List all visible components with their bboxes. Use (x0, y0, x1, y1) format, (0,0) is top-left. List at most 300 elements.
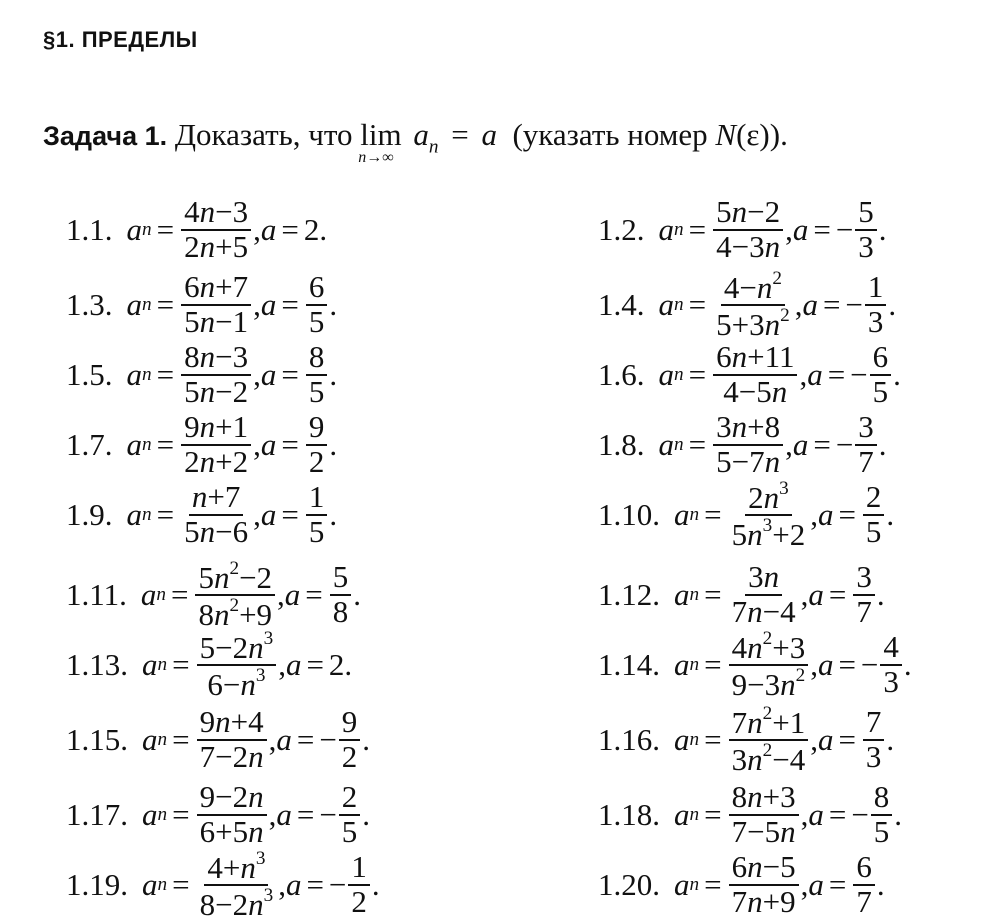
sequence-sub: n (674, 294, 684, 315)
comma: , (253, 212, 261, 247)
limit-fraction (339, 781, 361, 848)
fraction-numerator: $2n^3$ (745, 479, 792, 516)
problem-item (598, 195, 887, 265)
problem-item (66, 557, 362, 632)
sequence-fraction (197, 781, 267, 848)
problem-item (598, 560, 885, 630)
sequence-fraction (713, 341, 797, 408)
sequence-var: a (140, 577, 157, 612)
period: . (894, 797, 903, 832)
sequence-var: a (142, 797, 158, 832)
equals-sign: = (156, 427, 175, 462)
equals-sign: = (306, 647, 324, 682)
equals-sign: = (172, 722, 190, 757)
limit-var: a (276, 797, 292, 832)
sequence-sub: n (674, 219, 684, 240)
comma: , (278, 647, 286, 682)
period: . (329, 357, 338, 392)
formula-sub: n (428, 136, 439, 158)
minus-sign: − (319, 797, 337, 832)
sequence-fraction (729, 851, 799, 918)
fraction-denominator: 5n−2 (184, 374, 249, 409)
section-title: §1. ПРЕДЕЛЫ (43, 27, 198, 52)
limit-var: a (808, 797, 824, 832)
sequence-fraction (181, 196, 251, 263)
equals-sign: = (172, 867, 190, 902)
problem-item (598, 267, 897, 342)
problem-item (66, 340, 337, 410)
sequence-fraction (713, 196, 783, 263)
comma: , (785, 427, 793, 462)
equals-sign: = (688, 427, 707, 462)
fraction-numerator: 6n+11 (713, 341, 797, 376)
sequence-var: a (142, 722, 158, 757)
limit-fraction (865, 271, 887, 338)
equals-sign: = (281, 497, 299, 532)
comma: , (253, 497, 261, 532)
formula-eq: = (451, 117, 469, 152)
sequence-fraction (197, 849, 277, 922)
period: . (876, 577, 885, 612)
problem-item (598, 702, 895, 777)
limit-var: a (260, 287, 277, 322)
fraction-denominator: 3 (858, 229, 874, 264)
fraction-numerator: 3n+8 (713, 411, 783, 446)
equals-sign: = (281, 357, 299, 392)
sequence-var: a (126, 357, 142, 392)
equals-sign: = (813, 212, 831, 247)
limit-var: a (260, 427, 277, 462)
limit-fraction (339, 706, 361, 773)
problem-item (598, 627, 912, 702)
limit-var: a (260, 212, 277, 247)
lim-subscript: n→∞ (358, 149, 394, 166)
sequence-var: a (658, 287, 674, 322)
fraction-numerator: 9n+4 (197, 706, 267, 741)
minus-sign: − (328, 867, 347, 902)
fraction-numerator: 1 (348, 851, 370, 886)
problem-item (598, 850, 885, 920)
problem-number: 1.9. (66, 497, 113, 532)
sequence-sub: n (142, 294, 152, 315)
fraction-numerator: 5 (855, 196, 877, 231)
problem-number: 1.15. (66, 722, 128, 757)
fraction-denominator: 2 (308, 444, 325, 479)
period: . (344, 647, 353, 682)
fraction-denominator: 2n+2 (184, 444, 249, 479)
sequence-fraction (729, 629, 809, 702)
equals-sign: = (172, 647, 190, 682)
equals-sign: = (172, 797, 190, 832)
fraction-numerator: 8 (306, 341, 328, 376)
problem-number: 1.1. (66, 212, 113, 247)
equals-sign: = (827, 357, 846, 392)
limit-var: a (792, 427, 809, 462)
sequence-fraction (181, 411, 251, 478)
equals-sign: = (281, 287, 299, 322)
limit-value: 2 (328, 647, 345, 682)
fraction-numerator: 6 (870, 341, 892, 376)
limit-var: a (285, 867, 302, 902)
period: . (878, 212, 887, 247)
sequence-fraction (729, 479, 809, 552)
equals-sign: = (838, 722, 856, 757)
period: . (329, 287, 338, 322)
fraction-denominator: 3 (867, 304, 884, 339)
sequence-sub: n (156, 584, 166, 605)
equals-sign: = (296, 797, 315, 832)
sequence-sub: n (157, 729, 168, 750)
fraction-denominator: 5 (308, 514, 325, 549)
problem-item (66, 480, 337, 550)
equals-sign: = (704, 797, 722, 832)
fraction-numerator: n+7 (189, 481, 243, 516)
fraction-numerator: 3 (853, 561, 875, 596)
period: . (319, 212, 328, 247)
equals-sign: = (704, 867, 722, 902)
equals-sign: = (305, 577, 323, 612)
fraction-numerator: $4+n^3$ (204, 849, 268, 886)
fraction-numerator: 6n+7 (181, 271, 251, 306)
fraction-numerator: 9 (306, 411, 328, 446)
minus-sign: − (845, 287, 863, 322)
sequence-sub: n (142, 364, 152, 385)
minus-sign: − (851, 797, 869, 832)
sequence-sub: n (689, 804, 700, 825)
fraction-denominator: 7−5n (731, 814, 796, 849)
equals-sign: = (828, 797, 847, 832)
sequence-var: a (674, 797, 690, 832)
problem-item (66, 627, 353, 702)
fraction-numerator: $7n^2+1$ (729, 704, 809, 741)
comma: , (785, 212, 793, 247)
fraction-numerator: 6n−5 (729, 851, 799, 886)
limit-var: a (817, 497, 834, 532)
fraction-numerator: 4n−3 (181, 196, 251, 231)
sequence-fraction (713, 269, 793, 342)
fraction-denominator: 5n−6 (184, 514, 249, 549)
fraction-numerator: 3n (745, 561, 782, 596)
limit-fraction (853, 561, 875, 628)
fraction-numerator: $5n^2-2$ (195, 559, 275, 596)
sequence-fraction (195, 559, 275, 632)
sequence-fraction (181, 341, 251, 408)
fraction-numerator: $4-n^2$ (721, 269, 785, 306)
problem-item (66, 780, 370, 850)
fraction-denominator: 5n−1 (184, 304, 249, 339)
task-eps: (ε)). (736, 117, 788, 152)
comma: , (253, 287, 261, 322)
sequence-var: a (126, 497, 142, 532)
sequence-var: a (142, 647, 158, 682)
sequence-var: a (126, 212, 142, 247)
equals-sign: = (688, 287, 707, 322)
sequence-fraction (197, 629, 277, 702)
minus-sign: − (835, 212, 854, 247)
fraction-denominator: 4−5n (723, 374, 788, 409)
equals-sign: = (838, 647, 856, 682)
limit-var: a (260, 357, 277, 392)
equals-sign: = (704, 722, 722, 757)
period: . (888, 287, 897, 322)
limit-fraction (863, 706, 885, 773)
fraction-denominator: $3n^2-4$ (731, 740, 806, 777)
sequence-sub: n (157, 654, 168, 675)
limit-value: 2 (303, 212, 320, 247)
problem-number: 1.20. (598, 867, 660, 902)
fraction-denominator: $5+3n^2$ (716, 305, 790, 342)
limit-fraction (330, 561, 352, 628)
sequence-fraction (729, 781, 799, 848)
problem-number: 1.16. (598, 722, 660, 757)
task-label: Задача 1. (43, 121, 168, 151)
fraction-denominator: 5−7n (716, 444, 781, 479)
equals-sign: = (704, 647, 722, 682)
fraction-numerator: 5n−2 (713, 196, 783, 231)
period: . (371, 867, 380, 902)
fraction-numerator: 2 (863, 481, 885, 516)
sequence-sub: n (157, 874, 168, 895)
period: . (353, 577, 362, 612)
fraction-denominator: $8n^2+9$ (198, 595, 273, 632)
period: . (893, 357, 901, 392)
equals-sign: = (170, 577, 189, 612)
limit-operator (358, 117, 402, 166)
fraction-numerator: 4 (880, 631, 902, 666)
sequence-var: a (674, 647, 690, 682)
fraction-numerator: 6 (853, 851, 875, 886)
fraction-denominator: 3 (865, 739, 882, 774)
equals-sign: = (828, 867, 847, 902)
period: . (886, 497, 895, 532)
sequence-sub: n (674, 434, 684, 455)
equals-sign: = (822, 287, 841, 322)
comma: , (799, 357, 808, 392)
comma: , (253, 357, 261, 392)
fraction-numerator: 1 (306, 481, 328, 516)
period: . (903, 647, 912, 682)
lim-word: lim (360, 117, 402, 152)
minus-sign: − (850, 357, 868, 392)
equals-sign: = (156, 357, 175, 392)
sequence-fraction (729, 704, 809, 777)
problem-number: 1.6. (598, 357, 645, 392)
limit-fraction (348, 851, 370, 918)
fraction-numerator: 1 (865, 271, 887, 306)
sequence-var: a (126, 287, 142, 322)
equals-sign: = (704, 577, 722, 612)
fraction-denominator: 5 (308, 304, 325, 339)
equals-sign: = (306, 867, 324, 902)
problem-item (66, 270, 337, 340)
comma: , (800, 867, 809, 902)
problem-number: 1.3. (66, 287, 113, 322)
limit-var: a (792, 212, 809, 247)
task-text-after: (указать номер (512, 117, 708, 152)
fraction-denominator: 7n−4 (731, 594, 796, 629)
minus-sign: − (860, 647, 879, 682)
sequence-sub: n (689, 584, 700, 605)
limit-fraction (855, 411, 877, 478)
problem-item (598, 780, 902, 850)
limit-var: a (817, 647, 834, 682)
fraction-numerator: $5-2n^3$ (197, 629, 277, 666)
limit-var: a (808, 577, 824, 612)
period: . (878, 427, 887, 462)
fraction-denominator: $6-n^3$ (207, 665, 266, 702)
comma: , (810, 647, 818, 682)
fraction-denominator: 5 (873, 814, 890, 849)
fraction-denominator: 6+5n (199, 814, 264, 849)
fraction-denominator: 2n+5 (184, 229, 249, 264)
problem-number: 1.19. (66, 867, 128, 902)
problem-item (598, 340, 901, 410)
fraction-numerator: $4n^2+3$ (729, 629, 809, 666)
fraction-denominator: $8-2n^3$ (199, 885, 274, 922)
minus-sign: − (319, 722, 337, 757)
comma: , (268, 797, 277, 832)
comma: , (800, 797, 809, 832)
problem-number: 1.8. (598, 427, 645, 462)
period: . (362, 797, 371, 832)
period: . (886, 722, 895, 757)
problem-number: 1.12. (598, 577, 660, 612)
fraction-denominator: 5 (872, 374, 889, 409)
fraction-denominator: $9-3n^2$ (731, 665, 806, 702)
problem-number: 1.18. (598, 797, 660, 832)
problem-number: 1.5. (66, 357, 113, 392)
period: . (329, 497, 338, 532)
fraction-numerator: 9 (339, 706, 361, 741)
problem-number: 1.2. (598, 212, 645, 247)
problem-number: 1.7. (66, 427, 113, 462)
fraction-denominator: 8 (332, 594, 349, 629)
comma: , (253, 427, 261, 462)
equals-sign: = (828, 577, 847, 612)
sequence-sub: n (689, 874, 700, 895)
problem-item (66, 705, 370, 775)
limit-var: a (807, 357, 823, 392)
sequence-sub: n (689, 654, 700, 675)
problem-item (598, 410, 887, 480)
limit-var: a (817, 722, 834, 757)
limit-var: a (802, 287, 818, 322)
comma: , (278, 867, 286, 902)
comma: , (794, 287, 803, 322)
problem-number: 1.13. (66, 647, 128, 682)
fraction-denominator: 5 (308, 374, 325, 409)
limit-var: a (284, 577, 301, 612)
period: . (362, 722, 371, 757)
sequence-fraction (197, 706, 267, 773)
fraction-denominator: 7 (858, 444, 874, 479)
sequence-sub: n (674, 364, 684, 385)
fraction-numerator: 5 (330, 561, 352, 596)
minus-sign: − (835, 427, 854, 462)
sequence-var: a (142, 867, 158, 902)
limit-fraction (306, 341, 328, 408)
limit-fraction (853, 851, 875, 918)
task-statement (43, 117, 788, 166)
sequence-var: a (658, 427, 674, 462)
sequence-sub: n (689, 504, 700, 525)
limit-var: a (285, 647, 302, 682)
fraction-denominator: 2 (351, 884, 367, 919)
fraction-denominator: $5n^3+2$ (731, 515, 806, 552)
problem-number: 1.4. (598, 287, 645, 322)
equals-sign: = (156, 497, 175, 532)
fraction-denominator: 7n+9 (731, 884, 796, 919)
fraction-denominator: 2 (341, 739, 358, 774)
fraction-denominator: 3 (883, 664, 899, 699)
comma: , (277, 577, 285, 612)
problem-item (66, 847, 380, 922)
period: . (329, 427, 338, 462)
problem-number: 1.17. (66, 797, 128, 832)
problem-item (66, 195, 327, 265)
sequence-var: a (126, 427, 142, 462)
problem-number: 1.14. (598, 647, 660, 682)
equals-sign: = (688, 357, 707, 392)
task-N: N (715, 117, 737, 152)
equals-sign: = (813, 427, 831, 462)
limit-var: a (808, 867, 824, 902)
sequence-var: a (674, 497, 690, 532)
fraction-denominator: 7 (856, 594, 872, 629)
formula-rhs: a (481, 117, 497, 152)
sequence-sub: n (157, 804, 168, 825)
sequence-sub: n (689, 729, 700, 750)
fraction-denominator: 7−2n (199, 739, 264, 774)
fraction-denominator: 5 (865, 514, 882, 549)
problem-item (66, 410, 337, 480)
limit-var: a (276, 722, 292, 757)
fraction-numerator: 2 (339, 781, 361, 816)
fraction-numerator: 3 (855, 411, 877, 446)
fraction-numerator: 8n−3 (181, 341, 251, 376)
fraction-denominator: 4−3n (716, 229, 781, 264)
comma: , (800, 577, 809, 612)
limit-fraction (855, 196, 877, 263)
limit-fraction (306, 271, 328, 338)
fraction-numerator: 8 (871, 781, 893, 816)
equals-sign: = (281, 212, 299, 247)
period: . (876, 867, 885, 902)
sequence-fraction (713, 411, 783, 478)
fraction-numerator: 9−2n (197, 781, 267, 816)
limit-var: a (260, 497, 277, 532)
fraction-numerator: 8n+3 (729, 781, 799, 816)
equals-sign: = (704, 497, 722, 532)
equals-sign: = (688, 212, 707, 247)
problem-item (598, 477, 895, 552)
problem-number: 1.10. (598, 497, 660, 532)
fraction-denominator: 7 (856, 884, 872, 919)
limit-fraction (871, 781, 893, 848)
sequence-var: a (658, 212, 674, 247)
sequence-sub: n (142, 434, 152, 455)
equals-sign: = (838, 497, 856, 532)
sequence-var: a (674, 577, 690, 612)
fraction-denominator: 5 (341, 814, 358, 849)
formula-var: a (413, 117, 429, 152)
equals-sign: = (296, 722, 315, 757)
equals-sign: = (156, 212, 175, 247)
equals-sign: = (281, 427, 299, 462)
sequence-var: a (674, 722, 690, 757)
sequence-fraction (181, 481, 251, 548)
sequence-sub: n (142, 504, 152, 525)
